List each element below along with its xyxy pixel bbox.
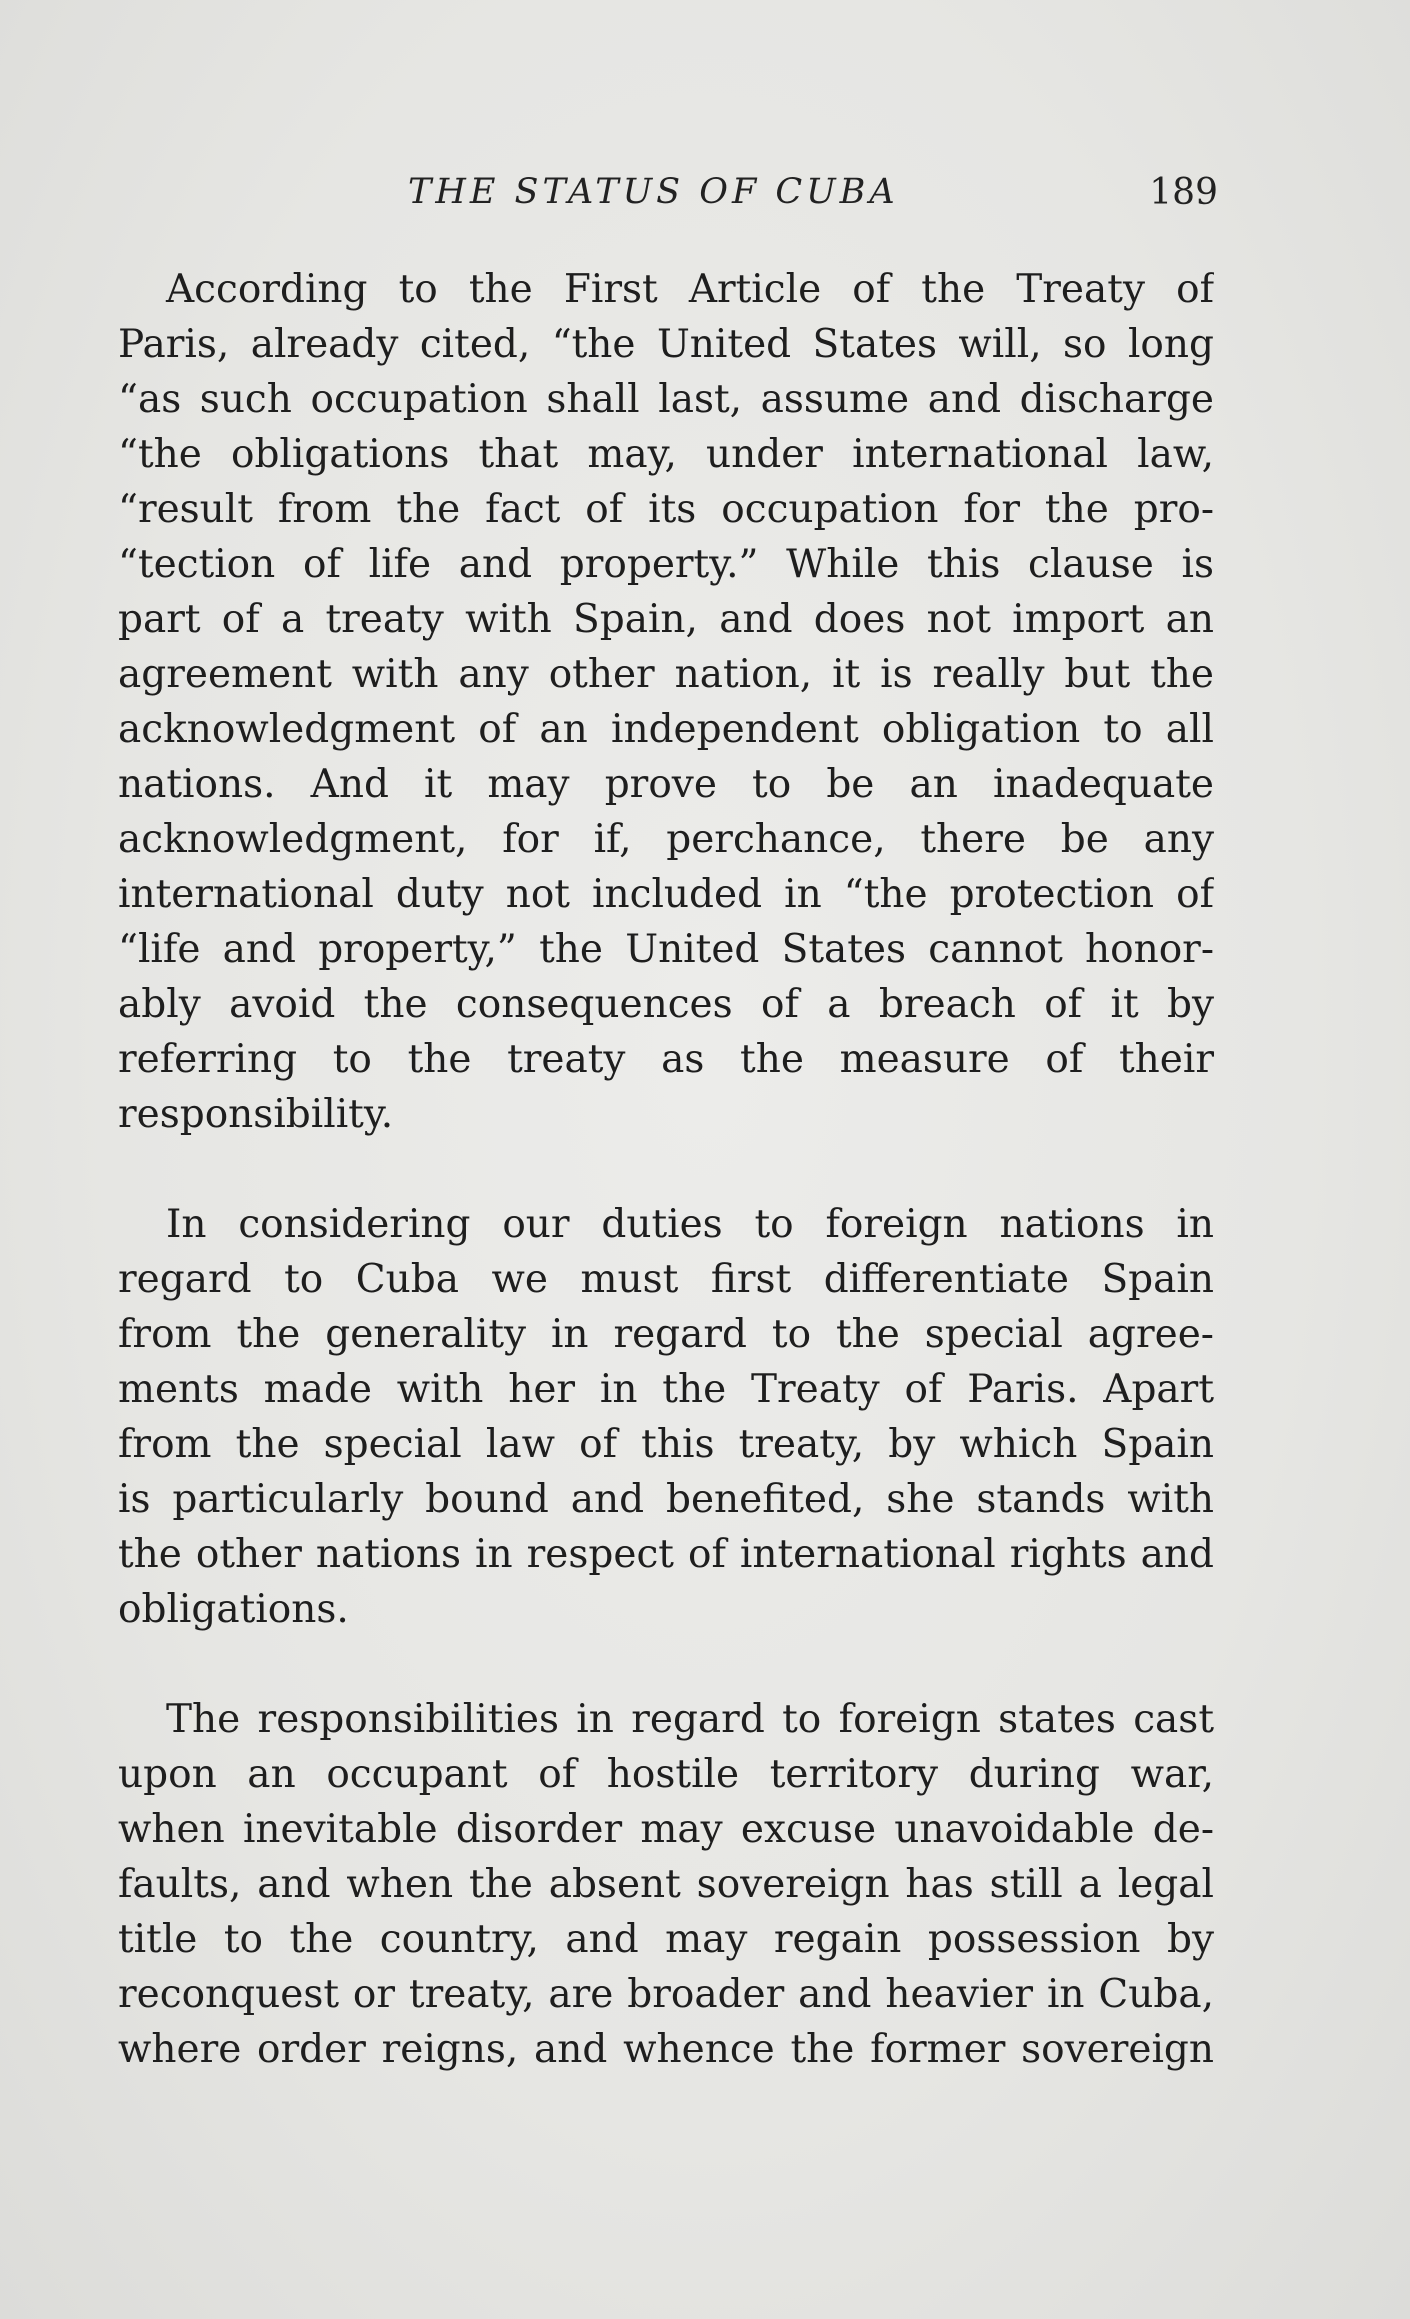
text-line: upon an occupant of hostile territory during war, [118,1752,1214,1797]
text-line: regard to Cuba we must first differentiate Spain [118,1257,1214,1302]
text-line: reconquest or treaty, are broader and heavier in Cuba, [118,1972,1214,2017]
text-line: part of a treaty with Spain, and does not import an [118,597,1214,642]
text-line: ably avoid the consequences of a breach of it by [118,982,1214,1027]
paragraph-2 [118,1197,1214,1637]
page-number: 189 [1149,172,1218,213]
text-line: title to the country, and may regain possession by [118,1917,1214,1962]
running-head-title: THE STATUS OF CUBA [408,172,899,212]
text-line: from the special law of this treaty, by which Spain [118,1422,1214,1467]
text-line: international duty not included in “the protection of [118,872,1214,917]
text-line: responsibility. [118,1092,394,1137]
text-line: from the generality in regard to the special agree- [118,1312,1214,1357]
text-line: According to the First Article of the Treaty of [166,267,1214,312]
text-line: nations. And it may prove to be an inadequate [118,762,1214,807]
text-line: “as such occupation shall last, assume and discharge [118,377,1214,422]
text-line: obligations. [118,1587,349,1632]
text-line: Paris, already cited, “the United States will, so long [118,322,1214,367]
text-line: The responsibilities in regard to foreign states cast [166,1697,1214,1742]
text-line: when inevitable disorder may excuse unavoidable de- [118,1807,1214,1852]
text-line: faults, and when the absent sovereign has still a legal [118,1862,1214,1907]
text-line: the other nations in respect of international rights and [118,1532,1214,1577]
text-line: agreement with any other nation, it is really but the [118,652,1214,697]
text-line: “tection of life and property.” While this clause is [118,542,1214,587]
body-text [118,262,1214,2132]
text-line: acknowledgment of an independent obligation to all [118,707,1214,752]
paragraph-1 [118,262,1214,1142]
text-line: “the obligations that may, under international law, [118,432,1214,477]
text-line: In considering our duties to foreign nations in [166,1202,1214,1247]
text-line: “life and property,” the United States cannot honor- [118,927,1214,972]
running-head [118,172,1218,222]
text-line: where order reigns, and whence the former sovereign [118,2027,1214,2072]
text-line: “result from the fact of its occupation for the pro- [118,487,1214,532]
text-line: is particularly bound and benefited, she stands with [118,1477,1214,1522]
text-line: ments made with her in the Treaty of Paris. Apart [118,1367,1214,1412]
text-line: acknowledgment, for if, perchance, there be any [118,817,1214,862]
paragraph-3 [118,1692,1214,2077]
text-line: referring to the treaty as the measure of their [118,1037,1214,1082]
